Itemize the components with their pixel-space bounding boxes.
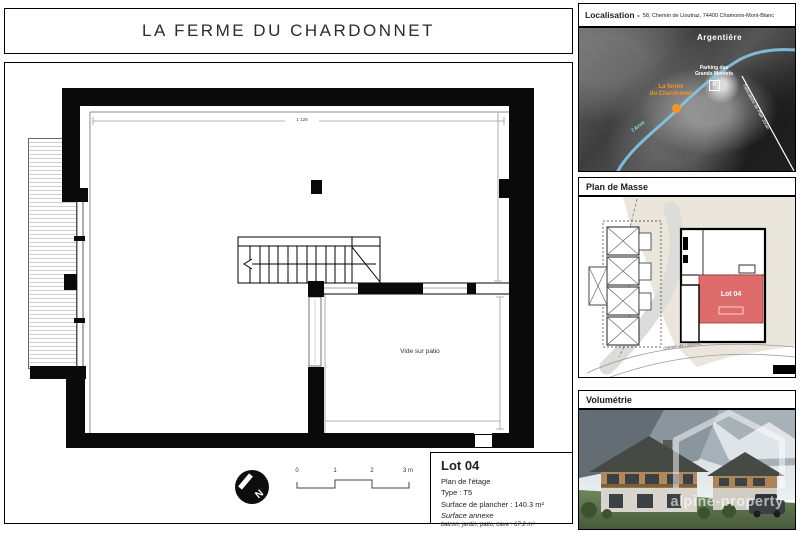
wall-segment xyxy=(509,88,534,448)
lot-annex-detail: balcon, jardin, patio, cave : 67.2 m² xyxy=(441,522,535,528)
scale-tick: 2 xyxy=(370,468,374,474)
lot-number: Lot 04 xyxy=(441,458,480,473)
lot-type: Type : T5 xyxy=(441,488,473,498)
localisation-label: Localisation - xyxy=(585,10,640,20)
chimney xyxy=(311,180,322,194)
wall-segment xyxy=(62,188,88,202)
location-map xyxy=(578,27,796,172)
wall-segment xyxy=(66,379,85,433)
balcony-rail xyxy=(601,484,697,488)
road-label: chemin de Lioutraz xyxy=(662,340,702,351)
north-arrow-icon xyxy=(235,470,269,504)
parking-label: Parking des Grands Montets xyxy=(694,65,734,77)
page-title: LA FERME DU CHARDONNET xyxy=(141,21,436,40)
masse-scale-bar xyxy=(773,365,795,374)
site-plan-drawing xyxy=(579,197,796,378)
wall-segment xyxy=(499,179,509,198)
scale-tick: 1 xyxy=(333,468,337,474)
wall-segment xyxy=(358,283,423,294)
lot-info-card xyxy=(430,452,573,528)
north-letter: N xyxy=(253,487,266,502)
property-label: La ferme du Chardonnet xyxy=(649,84,693,98)
subject-building xyxy=(681,229,765,342)
localisation-bar xyxy=(578,3,796,27)
localisation-address: 58, Chemin de Lioutraz, 74400 Chamonix-Mont-Blanc xyxy=(642,12,774,19)
lot-annex-title: Surface annexe xyxy=(441,510,494,520)
north-needle xyxy=(238,473,253,489)
wall-segment xyxy=(62,88,534,106)
river-label: l'Arve xyxy=(630,119,647,135)
dimension-label: 1 129 xyxy=(285,116,319,123)
masse-lot-label: Lot 04 xyxy=(720,291,742,298)
scale-tick: 0 xyxy=(295,468,299,474)
window-mullion xyxy=(74,236,85,241)
title-block xyxy=(4,8,573,54)
wall-segment xyxy=(492,433,509,448)
window-mullion xyxy=(74,318,85,323)
gondola-label: Télécabine de Plan Joran xyxy=(741,83,771,131)
site-plan xyxy=(578,196,796,378)
watermark-text: alpine-property xyxy=(670,494,784,510)
render-scene xyxy=(579,410,796,530)
wall-segment xyxy=(66,433,474,448)
scale-tick: 3 m xyxy=(402,468,413,474)
wing-windows xyxy=(719,478,765,486)
volumetrie-render xyxy=(578,409,796,530)
wall-opening xyxy=(474,434,494,448)
parking-icon: P xyxy=(709,80,720,91)
volumetrie-header: Volumétrie xyxy=(578,390,796,409)
location-dot-icon xyxy=(672,104,681,113)
wall-segment xyxy=(308,281,324,297)
map-overlay xyxy=(579,28,796,172)
town-label: Argentière xyxy=(697,33,743,42)
lot-surface: Surface de plancher : 140.3 m² xyxy=(441,499,544,509)
wall-segment xyxy=(30,366,86,379)
void-over-patio-label: Vide sur patio xyxy=(400,348,440,355)
wall-post xyxy=(64,274,77,290)
wall-segment xyxy=(308,367,324,433)
wall-segment xyxy=(467,283,476,294)
masse-header: Plan de Masse xyxy=(578,177,796,196)
lot-floor: Plan de l'étage xyxy=(441,477,491,486)
wall-segment xyxy=(62,88,80,192)
